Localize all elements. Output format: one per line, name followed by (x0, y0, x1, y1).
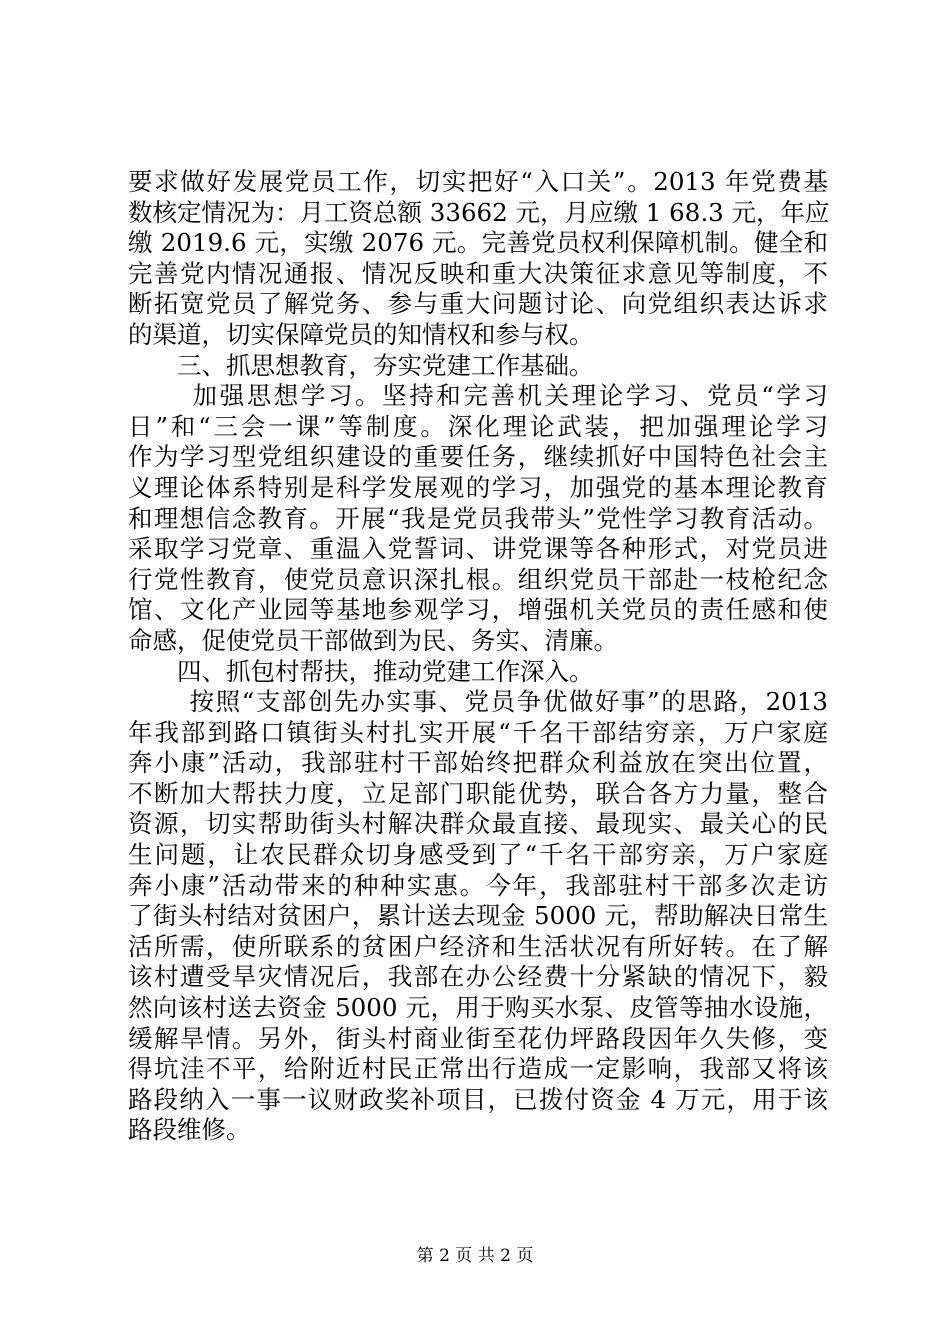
text-line: 然向该村送去资金 5000 元，用于购买水泵、皮管等抽水设施， (128, 993, 828, 1023)
text-line: 馆、文化产业园等基地参观学习，增强机关党员的责任感和使 (128, 595, 828, 625)
text-line: 该村遭受旱灾情况后，我部在办公经费十分紧缺的情况下，毅 (128, 962, 828, 992)
text-line: 加强思想学习。坚持和完善机关理论学习、党员“学习 (128, 381, 828, 411)
text-line: 和理想信念教育。开展“我是党员我带头”党性学习教育活动。 (128, 503, 828, 533)
text-line: 路段纳入一事一议财政奖补项目，已拨付资金 4 万元，用于该 (128, 1084, 828, 1114)
text-line: 作为学习型党组织建设的重要任务，继续抓好中国特色社会主 (128, 442, 828, 472)
page-footer: 第 2 页 共 2 页 (416, 1246, 534, 1266)
text-line: 生问题，让农民群众切身感受到了“千名干部穷亲，万户家庭 (128, 840, 828, 870)
text-line: 奔小康”活动带来的种种实惠。今年，我部驻村干部多次走访 (128, 870, 828, 900)
text-line: 断拓宽党员了解党务、参与重大问题讨论、向党组织表达诉求 (128, 289, 828, 319)
section-heading: 三、抓思想教育，夯实党建工作基础。 (128, 350, 594, 380)
text-line: 义理论体系特别是科学发展观的学习，加强党的基本理论教育 (128, 472, 828, 502)
text-line: 日”和“三会一课”等制度。深化理论武装，把加强理论学习 (128, 411, 828, 441)
text-line: 路段维修。 (128, 1115, 251, 1145)
document-body (128, 167, 828, 1146)
text-line: 不断加大帮扶力度，立足部门职能优势，联合各方力量，整合 (128, 778, 828, 808)
section-heading: 四、抓包村帮扶，推动党建工作深入。 (128, 656, 594, 686)
text-line: 资源，切实帮助街头村解决群众最直接、最现实、最关心的民 (128, 809, 828, 839)
text-line: 完善党内情况通报、情况反映和重大决策征求意见等制度，不 (128, 258, 828, 288)
text-line: 缓解旱情。另外，街头村商业街至花仂坪路段因年久失修，变 (128, 1023, 828, 1053)
text-line: 得坑洼不平，给附近村民正常出行造成一定影响，我部又将该 (128, 1054, 828, 1084)
text-line: 要求做好发展党员工作，切实把好“入口关”。2013 年党费基 (128, 167, 828, 196)
text-line: 了街头村结对贫困户，累计送去现金 5000 元，帮助解决日常生 (128, 901, 828, 931)
text-line: 行党性教育，使党员意识深扎根。组织党员干部赴一枝枪纪念 (128, 564, 828, 594)
text-line: 采取学习党章、重温入党誓词、讲党课等各种形式，对党员进 (128, 534, 828, 564)
text-line: 年我部到路口镇街头村扎实开展“千名干部结穷亲，万户家庭 (128, 717, 828, 747)
text-line: 奔小康”活动，我部驻村干部始终把群众利益放在突出位置， (128, 748, 828, 778)
text-line: 命感，促使党员干部做到为民、务实、清廉。 (128, 625, 618, 655)
text-line: 的渠道，切实保障党员的知情权和参与权。 (128, 319, 594, 349)
text-line: 数核定情况为：月工资总额 33662 元，月应缴 1 68.3 元，年应 (128, 197, 830, 227)
text-line: 活所需，使所联系的贫困户经济和生活状况有所好转。在了解 (128, 931, 828, 961)
text-line: 缴 2019.6 元，实缴 2076 元。完善党员权利保障机制。健全和 (128, 228, 828, 258)
text-line: 按照“支部创先办实事、党员争优做好事”的思路，2013 (128, 687, 828, 717)
